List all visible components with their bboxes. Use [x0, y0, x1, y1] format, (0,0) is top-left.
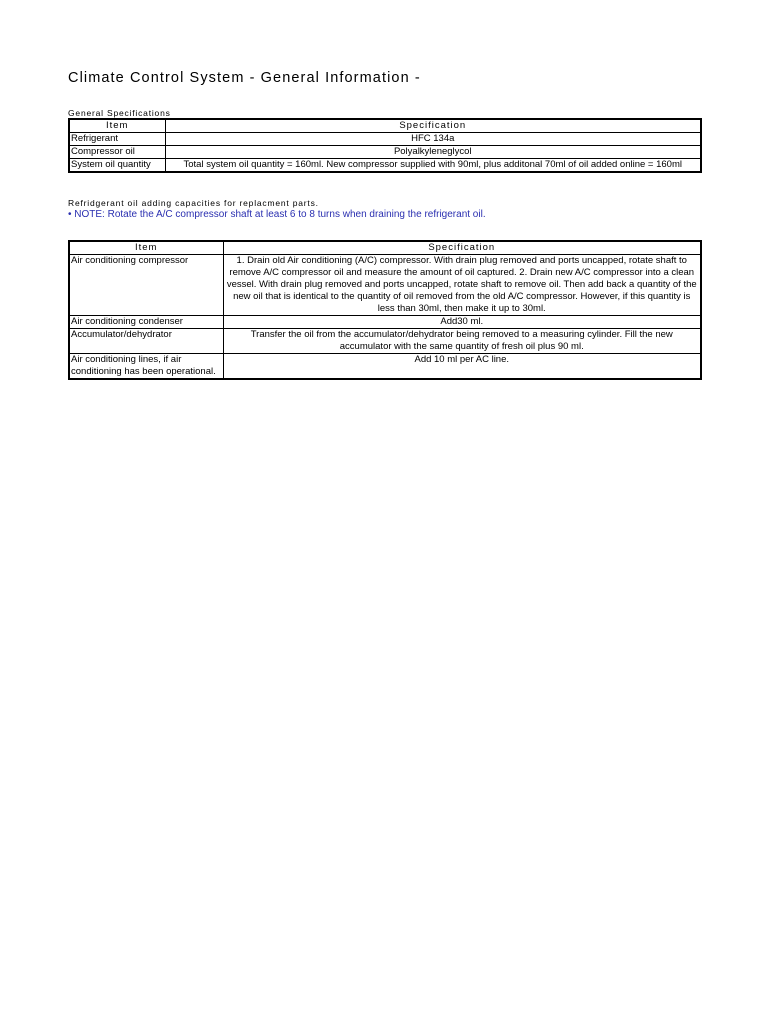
- table-header-row: [69, 241, 701, 255]
- specification-cell: Total system oil quantity = 160ml. New compressor supplied with 90ml, plus additonal 70ml of oil added online = 160ml: [165, 159, 701, 173]
- item-cell: Air conditioning compressor: [69, 255, 223, 316]
- column-header-specification: Specification: [165, 119, 701, 133]
- table-row: [69, 316, 701, 329]
- general-specifications-caption: General Specifications: [68, 108, 171, 118]
- item-cell: Accumulator/dehydrator: [69, 329, 223, 354]
- item-cell: Air conditioning condenser: [69, 316, 223, 329]
- column-header-item: Item: [69, 119, 165, 133]
- replacement-capacities-table: [68, 240, 702, 380]
- specification-cell: Transfer the oil from the accumulator/dehydrator being removed to a measuring cylinder. Fill the new accumulator with the same quantity of fresh oil plus 90 ml.: [223, 329, 701, 354]
- table-row: [69, 354, 701, 380]
- specification-cell: HFC 134a: [165, 133, 701, 146]
- item-cell: System oil quantity: [69, 159, 165, 173]
- page-title: Climate Control System - General Information -: [68, 70, 421, 86]
- item-cell: Compressor oil: [69, 146, 165, 159]
- item-cell: Refrigerant: [69, 133, 165, 146]
- table-header-row: [69, 119, 701, 133]
- table-row: [69, 133, 701, 146]
- general-specifications-table: [68, 118, 702, 173]
- column-header-item: Item: [69, 241, 223, 255]
- column-header-specification: Specification: [223, 241, 701, 255]
- table-row: [69, 329, 701, 354]
- specification-cell: Add 10 ml per AC line.: [223, 354, 701, 380]
- specification-cell: Polyalkyleneglycol: [165, 146, 701, 159]
- specification-cell: 1. Drain old Air conditioning (A/C) compressor. With drain plug removed and ports uncapped, rotate shaft to remove A/C compressor oil and measure the amount of oil captured. 2. Drain new A/C compressor into a clean vessel. With drain plug removed and ports uncapped, rotate shaft to remove oil. Then add back a quantity of the new oil that is identical to the quantity of oil removed from the old A/C compressor. However, if this quantity is less than 30ml, then make it up to 30ml.: [223, 255, 701, 316]
- specification-cell: Add30 ml.: [223, 316, 701, 329]
- note-text: • NOTE: Rotate the A/C compressor shaft at least 6 to 8 turns when draining the refrigerant oil.: [68, 209, 486, 220]
- table-row: [69, 146, 701, 159]
- table-row: [69, 159, 701, 173]
- replacement-capacities-caption: Refridgerant oil adding capacities for replacment parts.: [68, 198, 319, 208]
- table-row: [69, 255, 701, 316]
- item-cell: Air conditioning lines, if air conditioning has been operational.: [69, 354, 223, 380]
